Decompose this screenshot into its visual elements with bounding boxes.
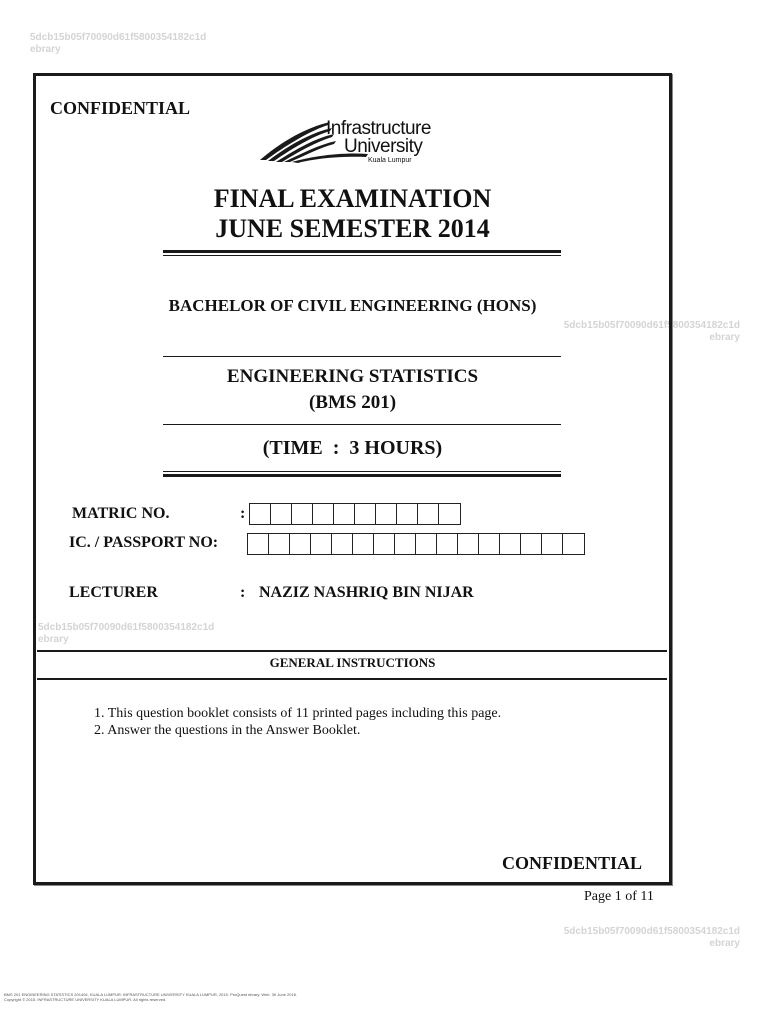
watermark-hash: 5dcb15b05f70090d61f5800354182c1d xyxy=(38,622,215,633)
logo-text: University xyxy=(344,136,423,157)
confidential-footer: CONFIDENTIAL xyxy=(502,853,643,873)
watermark-ebrary: ebrary xyxy=(30,44,61,55)
copyright-line: Copyright © 2015. INFRASTRUCTURE UNIVERSITY KUALA LUMPUR. All rights reserved. xyxy=(4,997,167,1002)
lecturer-name: NAZIZ NASHRIQ BIN NIJAR xyxy=(259,584,474,601)
list-item: 2. Answer the questions in the Answer Booklet. xyxy=(94,723,361,738)
matric-colon: : xyxy=(240,505,246,522)
course-code: (BMS 201) xyxy=(308,392,397,413)
divider xyxy=(163,250,561,253)
citation-line: BMS 201 ENGINEERING STATISTICS 201404, KUALA LUMPUR: INFRASTRUCTURE UNIVERSITY KUALA LUMPUR, 2015. ProQuest ebrary. Web. 30 June 2016. xyxy=(4,992,298,997)
exam-semester: JUNE SEMESTER 2014 xyxy=(215,214,490,243)
instructions-title: GENERAL INSTRUCTIONS xyxy=(269,655,436,670)
watermark-hash: 5dcb15b05f70090d61f5800354182c1d xyxy=(30,32,207,43)
passport-number-input[interactable] xyxy=(247,533,585,555)
divider xyxy=(163,471,561,472)
passport-label: IC. / PASSPORT NO: xyxy=(69,534,219,551)
logo-text: Infrastructure xyxy=(326,118,431,139)
list-item: 1. This question booklet consists of 11 printed pages including this page. xyxy=(94,706,502,721)
divider xyxy=(163,255,561,256)
watermark-ebrary: ebrary xyxy=(709,938,740,949)
watermark-ebrary: ebrary xyxy=(38,634,69,645)
watermark xyxy=(30,32,206,56)
citation-footer xyxy=(4,992,297,1002)
programme-title: BACHELOR OF CIVIL ENGINEERING (HONS) xyxy=(168,296,537,315)
lecturer-label: LECTURER xyxy=(69,584,158,601)
divider xyxy=(163,356,561,357)
logo-subtext: Kuala Lumpur xyxy=(368,157,412,164)
page-number: Page 1 of 11 xyxy=(584,889,654,904)
watermark xyxy=(508,926,740,950)
exam-title: FINAL EXAMINATION xyxy=(213,184,492,213)
divider xyxy=(163,424,561,425)
exam-duration: (TIME : 3 HOURS) xyxy=(262,437,443,459)
matric-label: MATRIC NO. xyxy=(72,505,170,522)
lecturer-colon: : xyxy=(240,584,246,601)
watermark-hash: 5dcb15b05f70090d61f5800354182c1d xyxy=(563,320,740,331)
matric-number-input[interactable] xyxy=(249,503,461,525)
instructions-list xyxy=(94,705,501,739)
divider xyxy=(163,474,561,477)
watermark-ebrary: ebrary xyxy=(709,332,740,343)
course-name: ENGINEERING STATISTICS xyxy=(226,366,479,387)
watermark-hash: 5dcb15b05f70090d61f5800354182c1d xyxy=(563,926,740,937)
confidential-header: CONFIDENTIAL xyxy=(50,98,191,118)
